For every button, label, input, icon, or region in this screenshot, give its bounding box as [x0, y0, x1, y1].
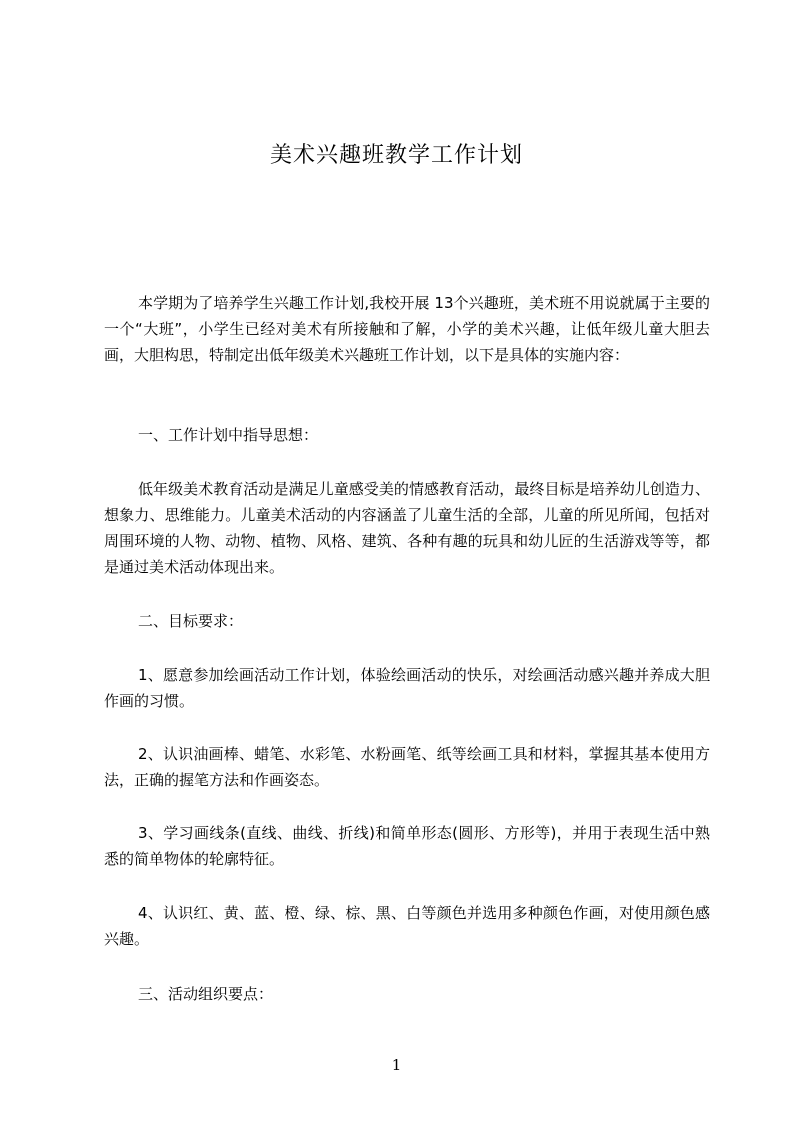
- section-heading-goals: 二、目标要求：: [138, 612, 244, 630]
- guiding-thought-paragraph: 低年级美术教育活动是满足儿童感受美的情感教育活动，最终目标是培养幼儿创造力、想象力、思维能力。儿童美术活动的内容涵盖了儿童生活的全部，儿童的所见所闻，包括对周围环境的人物、动物、植物、风格、建筑、各种有趣的玩具和幼儿匠的生活游戏等等，都是通过美术活动体现出来。: [104, 480, 710, 576]
- section-heading-activity-points: 三、活动组织要点：: [138, 985, 274, 1003]
- section-heading-guiding-thought: 一、工作计划中指导思想：: [138, 426, 319, 444]
- goal-item: 3、学习画线条(直线、曲线、折线)和简单形态(圆形、方形等)，并用于表现生活中熟悉的简单物体的轮廓特征。: [104, 824, 710, 868]
- document-title: 美术兴趣班教学工作计划: [269, 143, 523, 168]
- goal-item: 4、认识红、黄、蓝、橙、绿、棕、黑、白等颜色并选用多种颜色作画，对使用颜色感兴趣。: [104, 904, 710, 948]
- goal-item: 1、愿意参加绘画活动工作计划，体验绘画活动的快乐，对绘画活动感兴趣并养成大胆作画的习惯。: [104, 666, 710, 710]
- page-number: 1: [391, 1056, 402, 1074]
- goal-item: 2、认识油画棒、蜡笔、水彩笔、水粉画笔、纸等绘画工具和材料，掌握其基本使用方法，正确的握笔方法和作画姿态。: [104, 745, 710, 789]
- intro-paragraph: 本学期为了培养学生兴趣工作计划,我校开展 13个兴趣班，美术班不用说就属于主要的一个“大班”，小学生已经对美术有所接触和了解，小学的美术兴趣，让低年级儿童大胆去画，大胆构思，特制定出低年级美术兴趣班工作计划，以下是具体的实施内容：: [104, 294, 710, 364]
